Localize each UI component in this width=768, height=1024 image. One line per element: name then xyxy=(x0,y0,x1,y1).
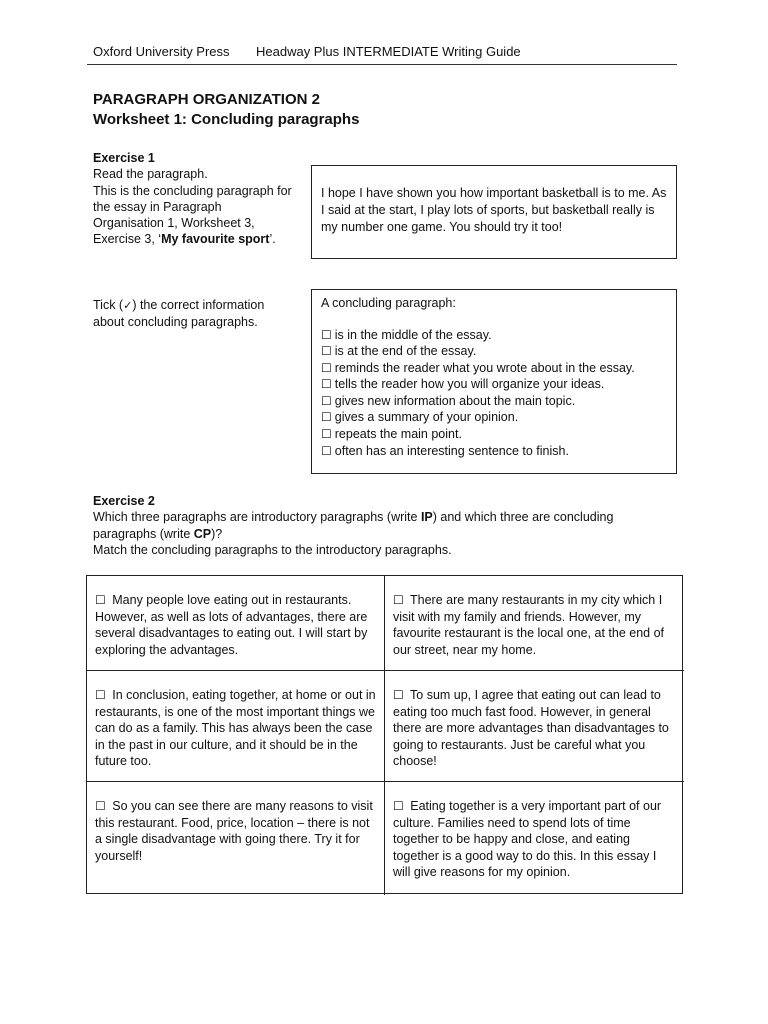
instruction-part: Which three paragraphs are introductory paragraphs (write xyxy=(93,510,421,525)
exercise1-instruction-1: Read the paragraph. xyxy=(93,167,208,182)
option-item[interactable] xyxy=(321,343,667,360)
exercise1-heading: Exercise 1 xyxy=(93,151,155,165)
checkbox-icon[interactable]: ☐ xyxy=(393,688,404,702)
checkbox-icon[interactable]: ☐ xyxy=(321,427,332,442)
paragraph-cell xyxy=(87,782,385,895)
option-item[interactable] xyxy=(321,327,667,344)
paragraph-cell xyxy=(385,671,684,782)
instruction-part: ) and which three are concluding paragraphs (write xyxy=(93,510,614,541)
option-label: gives a summary of your opinion. xyxy=(334,410,519,425)
header-rule xyxy=(87,64,677,65)
exercise2-instruction-2: Match the concluding paragraphs to the introductory paragraphs. xyxy=(93,542,452,557)
paragraph-text: Eating together is a very important part of our culture. Families need to spend lots of time together to be happy and close, and eating together is a good way to do this. In this essay I will give reasons for my opinion. xyxy=(393,799,662,880)
instruction-part: )? xyxy=(211,526,223,541)
exercise2-heading: Exercise 2 xyxy=(93,494,155,508)
option-item[interactable] xyxy=(321,426,667,443)
paragraph-text: So you can see there are many reasons to visit this restaurant. Food, price, location – there is not a single disadvantage with going there. Try it for yourself! xyxy=(95,799,373,863)
option-label: often has an interesting sentence to finish. xyxy=(334,443,569,458)
paragraph-matching-grid xyxy=(86,575,683,894)
checkbox-icon[interactable]: ☐ xyxy=(95,593,106,607)
title-line-2: Worksheet 1: Concluding paragraphs xyxy=(93,111,360,128)
checkbox-icon[interactable]: ☐ xyxy=(393,799,404,813)
essay-title: My favourite sport xyxy=(161,232,270,247)
tick-instruction-suffix: ) the correct information about concluding paragraphs. xyxy=(93,298,265,330)
paragraph-text: Many people love eating out in restaurants. However, as well as lots of advantages, there are several disadvantages to eating out. I will start by exploring the advantages. xyxy=(95,593,368,657)
option-label: tells the reader how you will organize your ideas. xyxy=(334,377,605,392)
exercise1-instruction-2 xyxy=(93,183,293,248)
checkbox-icon[interactable]: ☐ xyxy=(321,443,332,458)
checkbox-icon[interactable]: ☐ xyxy=(321,360,332,375)
page-header xyxy=(93,44,677,59)
paragraph-cell xyxy=(87,671,385,782)
book-title: Headway Plus INTERMEDIATE Writing Guide xyxy=(256,44,521,59)
checkbox-icon[interactable]: ☐ xyxy=(95,688,106,702)
exercise1-instructions xyxy=(93,150,293,248)
option-label: reminds the reader what you wrote about in the essay. xyxy=(334,360,635,375)
tick-instruction-prefix: Tick ( xyxy=(93,298,124,312)
publisher-name: Oxford University Press xyxy=(93,44,230,59)
options-lead: A concluding paragraph: xyxy=(321,296,456,310)
paragraph-text: In conclusion, eating together, at home or out in restaurants, is one of the most important things we can do as a family. This has always been the case in the past in our culture, and it should be in the future too. xyxy=(95,688,376,769)
tick-instruction xyxy=(93,297,293,331)
option-item[interactable] xyxy=(321,376,667,393)
title-line-1: PARAGRAPH ORGANIZATION 2 xyxy=(93,91,320,108)
paragraph-cell xyxy=(385,576,684,671)
checkbox-icon[interactable]: ☐ xyxy=(393,593,404,607)
ip-code: IP xyxy=(420,510,433,525)
option-item[interactable] xyxy=(321,393,667,410)
option-item[interactable] xyxy=(321,409,667,426)
option-item[interactable] xyxy=(321,360,667,377)
checkbox-icon[interactable]: ☐ xyxy=(321,393,332,408)
option-label: is in the middle of the essay. xyxy=(334,327,492,342)
exercise2-instructions xyxy=(93,493,677,558)
instruction-2-prefix: This is the concluding paragraph for the essay in Paragraph Organisation 1, Worksheet 3, Exercise 3, ‘ xyxy=(93,183,292,247)
paragraph-text: To sum up, I agree that eating out can lead to eating too much fast food. However, in general there are more advantages than disadvantages to going to restaurants. Just be careful what you choose! xyxy=(393,688,669,769)
cp-code: CP xyxy=(193,526,212,541)
checkbox-icon[interactable]: ☐ xyxy=(95,799,106,813)
option-label: gives new information about the main topic. xyxy=(334,393,576,408)
tick-mark-icon: ✓ xyxy=(123,299,133,312)
paragraph-cell xyxy=(385,782,684,895)
exercise2-instruction-1 xyxy=(93,509,677,542)
option-label: repeats the main point. xyxy=(334,427,462,442)
option-item[interactable] xyxy=(321,443,667,460)
checkbox-icon[interactable]: ☐ xyxy=(321,377,332,392)
checkbox-icon[interactable]: ☐ xyxy=(321,327,332,342)
concluding-paragraph-text: I hope I have shown you how important basketball is to me. As I said at the start, I play lots of sports, but basketball really is my number one game. You should try it too! xyxy=(321,186,667,234)
concluding-paragraph-box xyxy=(311,165,677,259)
checkbox-icon[interactable]: ☐ xyxy=(321,410,332,425)
concluding-options-box xyxy=(311,289,677,474)
checkbox-icon[interactable]: ☐ xyxy=(321,344,332,359)
worksheet-title xyxy=(93,90,359,130)
option-label: is at the end of the essay. xyxy=(334,344,477,359)
paragraph-cell xyxy=(87,576,385,671)
instruction-2-suffix: ’. xyxy=(269,232,276,247)
paragraph-text: There are many restaurants in my city which I visit with my family and friends. However, my favourite restaurant is the local one, at the end of our street, near my home. xyxy=(393,593,665,657)
